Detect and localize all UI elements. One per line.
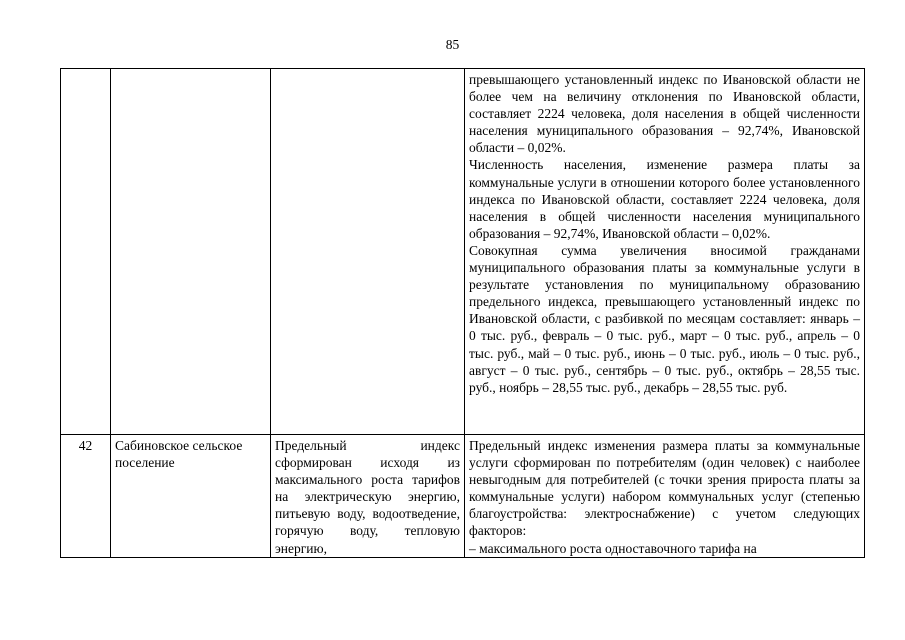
paragraph: Численность населения, изменение размера платы за коммунальные услуги в отношении которого более установленного индекса по Ивановской области, составляет 2224 человека, доля населения в общей численности населения муниципального образования – 92,74%, Ивановской области – 0,02%.	[469, 157, 860, 241]
indices-table	[60, 68, 865, 558]
row-number-cell	[61, 69, 111, 435]
row-number-cell: 42	[61, 435, 111, 558]
page-number: 85	[445, 37, 460, 52]
paragraph: превышающего установленный индекс по Ивановской области не более чем на величину отклонения по Ивановской области, составляет 2224 человека, доля населения в общей численности населения муниципального образования – 92,74%, Ивановской области – 0,02%.	[469, 72, 860, 156]
index-justification-cell: Предельный индекс сформирован исходя из максимального роста тарифов на электрическую энергию, питьевую воду, водоотведение, горячую воду, тепловую энергию,	[271, 435, 465, 558]
paragraph: Совокупная сумма увеличения вносимой гражданами муниципального образования платы за коммунальные услуги в результате установления по муниципальному образованию предельного индекса, превышающего установленный индекс по Ивановской области, с разбивкой по месяцам составляет: январь – 0 тыс. руб., февраль – 0 тыс. руб., март – 0 тыс. руб., апрель – 0 тыс. руб., май – 0 тыс. руб., июнь – 0 тыс. руб., июль – 0 тыс. руб., август – 0 тыс. руб., сентябрь – 0 тыс. руб., октябрь – 28,55 тыс. руб., ноябрь – 28,55 тыс. руб., декабрь – 28,55 тыс. руб.	[469, 242, 860, 395]
paragraph: Предельный индекс изменения размера платы за коммунальные услуги сформирован по потребителям (один человек) с наиболее невыгодным для потребителей (с точки зрения прироста платы за коммунальные услуги) набором коммунальных услуг (степенью благоустройства: электроснабжение) с учетом следующих факторов:	[469, 438, 860, 539]
municipality-name-cell	[111, 69, 271, 435]
details-cell	[465, 435, 865, 558]
table-row	[61, 69, 865, 435]
paragraph: – максимального роста одноставочного тарифа на	[469, 540, 757, 556]
index-justification-cell	[271, 69, 465, 435]
details-cell	[465, 69, 865, 435]
table-row	[61, 435, 865, 558]
municipality-name-cell: Сабиновское сельское поселение	[111, 435, 271, 558]
